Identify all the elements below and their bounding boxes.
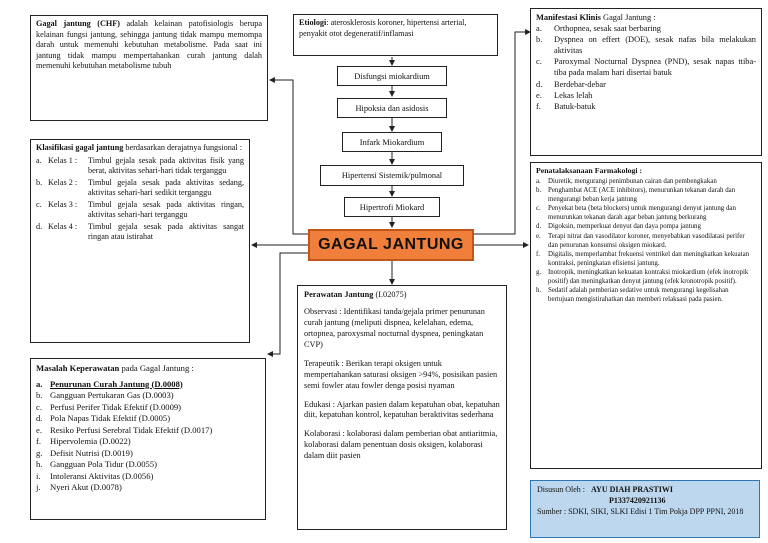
farmakologi-item-marker: h.: [536, 287, 542, 295]
etiologi-box: [293, 14, 498, 56]
farmakologi-item: [536, 251, 756, 268]
farmakologi-item-marker: c.: [536, 205, 541, 213]
masalah-subtitle: pada Gagal Jantung :: [121, 363, 194, 373]
klasifikasi-title: Klasifikasi gagal jantung: [36, 143, 124, 152]
farmakologi-item-text: Terapi nitrat dan vasodilator koroner, menyebabkan vasodilatasi perifer dan penurunan konsumsi oksigen miokard.: [548, 232, 745, 249]
perawatan-paragraph: Terapeutik : Berikan terapi oksigen untuk mempertahankan saturasi oksigen >94%, posisikan pasien semi fowler atau fowler denga posisi nyaman: [304, 358, 498, 390]
farmakologi-item-marker: b.: [536, 187, 542, 195]
manifestasi-item-marker: c.: [536, 57, 542, 67]
manifestasi-header: [536, 12, 756, 23]
masalah-item-text: Gangguan Pertukaran Gas (D.0003): [50, 390, 174, 401]
manifestasi-item-text: Batuk-batuk: [554, 101, 596, 111]
klasifikasi-item-marker: d.: [36, 221, 43, 231]
masalah-item-text: Resiko Perfusi Serebral Tidak Efektif (D.0017): [50, 424, 213, 435]
manifestasi-box: [530, 8, 762, 156]
masalah-item-text: Gangguan Pola Tidur (D.0055): [50, 459, 157, 470]
manifestasi-item: [536, 23, 756, 34]
perawatan-header: [304, 290, 500, 301]
masalah-item-text: Penurunan Curah Jantung (D.0008): [50, 378, 183, 389]
masalah-item: [36, 402, 260, 414]
klasifikasi-subtitle: berdasarkan derajatnya fungsional :: [125, 143, 243, 152]
masalah-item: [36, 436, 260, 448]
perawatan-list: [304, 307, 500, 462]
manifestasi-item-marker: e.: [536, 90, 542, 100]
masalah-item-text: Defisit Nutrisi (D.0019): [50, 447, 133, 458]
farmakologi-item: [536, 187, 756, 204]
masalah-item-marker: d.: [36, 413, 43, 424]
klasifikasi-list: [36, 156, 244, 243]
klasifikasi-item-kelas: Kelas 4 :: [48, 221, 78, 231]
manifestasi-item-text: Dyspnea on effert (DOE), sesak nafas bila melakukan aktivitas: [554, 35, 756, 56]
flow-step-1: Disfungsi miokardium: [337, 66, 447, 86]
author-nim-line: [537, 496, 753, 507]
farmakologi-item-text: Inotropik, meningkatkan kekuatan kontraksi miokardium (efek inotropik positif) dan meningkatkan denyut jantung (efek kronotropik positif).: [548, 269, 749, 285]
klasifikasi-item-kelas: Kelas 3 :: [48, 199, 78, 209]
masalah-item: [36, 413, 260, 425]
farmakologi-item: [536, 287, 756, 304]
perawatan-box: [297, 285, 507, 530]
manifestasi-item-text: Paroxymal Nocturnal Dyspnea (PND), sesak napas ttiba-tiba pada malam hari disertai batuk: [554, 57, 756, 78]
masalah-item-text: Intoleransi Aktivitas (D.0056): [50, 470, 154, 481]
farmakologi-item-text: Penghambat ACE (ACE inhibitors), menurunkan tekanan darah dan mengurangi beban kerja jantung: [548, 187, 736, 203]
manifestasi-item-marker: b.: [536, 35, 543, 45]
perawatan-title: Perawatan Jantung: [304, 290, 374, 299]
farmakologi-box: [530, 162, 762, 469]
masalah-item-marker: h.: [36, 459, 43, 470]
masalah-header: [36, 363, 260, 375]
farmakologi-title: Penatalaksanaan Farmakologi :: [536, 166, 643, 175]
klasifikasi-item: [36, 178, 244, 199]
manifestasi-item-marker: a.: [536, 24, 542, 34]
masalah-item: [36, 390, 260, 402]
farmakologi-header: [536, 166, 756, 177]
definition-text: adalah kelainan patofisiologis berupa kelainan fungsi jantung, sehingga jantung tidak mampu memompa darah untuk memenuhi kebutuhan metabolisme. Pada saat ini jantung tidak mampu mempertahankan curah jantung dalah memenuhi kebutuhan metabolisme tubuh: [36, 19, 263, 70]
definition-box: [30, 15, 268, 121]
masalah-item: [36, 448, 260, 460]
masalah-item-marker: g.: [36, 447, 43, 458]
definition-term: Gagal jantung (CHF): [36, 19, 120, 28]
author-label: Disusun Oleh :: [537, 485, 585, 494]
flow-step-5: Hipertrofi Miokard: [344, 197, 440, 217]
farmakologi-item-text: Sedatif adalah pemberian sedative untuk mengurangi kegelisahan bertujuan mengistirahatkan dan memberi relaksasi pada pasien.: [548, 287, 729, 303]
masalah-item-marker: f.: [36, 436, 42, 447]
farmakologi-item-marker: g.: [536, 269, 542, 277]
klasifikasi-item: [36, 222, 244, 243]
manifestasi-item: [536, 79, 756, 90]
manifestasi-item: [536, 90, 756, 101]
klasifikasi-item: [36, 156, 244, 177]
farmakologi-list: [536, 178, 756, 305]
farmakologi-item-text: Penyekat beta (beta blockers) untuk mengurangi denyut jantung dan menurunkan tekanan darah agar beban jantung berkurang: [548, 205, 736, 221]
masalah-item-text: Nyeri Akut (D.0078): [50, 482, 122, 493]
masalah-title: Masalah Keperawatan: [36, 363, 120, 373]
klasifikasi-item-marker: b.: [36, 177, 43, 187]
masalah-item-marker: j.: [36, 482, 41, 493]
manifestasi-subtitle: Gagal Jantung :: [603, 13, 656, 22]
author-box: [530, 480, 760, 538]
masalah-item: [36, 425, 260, 437]
masalah-item-text: Pola Napas Tidak Efektif (D.0005): [50, 413, 171, 424]
author-nim: P1337420921136: [609, 495, 666, 505]
klasifikasi-item-text: Timbul gejala sesak pada aktivitas ringan, aktivitas sehari-hari terganggu: [88, 199, 244, 219]
masalah-item: [36, 482, 260, 494]
flow-step-2: Hipoksia dan asidosis: [337, 98, 447, 118]
manifestasi-item: [536, 34, 756, 56]
masalah-item: [36, 379, 260, 391]
manifestasi-item-marker: d.: [536, 79, 543, 89]
masalah-box: [30, 358, 266, 520]
klasifikasi-item-kelas: Kelas 2 :: [48, 177, 78, 187]
masalah-item-text: Hipervolemia (D.0022): [50, 436, 131, 447]
author-source: Sumber : SDKI, SIKI, SLKI Edisi 1 Tim Pokja DPP PPNI, 2018: [537, 506, 744, 516]
masalah-item: [36, 459, 260, 471]
klasifikasi-item-text: Timbul gejala sesak pada aktivitas sangat ringan atau istirahat: [88, 221, 244, 241]
klasifikasi-item-marker: a.: [36, 155, 42, 165]
manifestasi-list: [536, 23, 756, 112]
klasifikasi-item-text: Timbul gejala sesak pada aktivitas sedang, aktivitas sehari-hari sedikit terganggu: [88, 177, 244, 197]
perawatan-code: (I.02075): [375, 290, 407, 299]
masalah-item-marker: b.: [36, 390, 43, 401]
manifestasi-title: Manifestasi Klinis: [536, 13, 601, 22]
klasifikasi-item: [36, 200, 244, 221]
manifestasi-item-text: Lekas lelah: [554, 90, 593, 100]
center-title: GAGAL JANTUNG: [308, 229, 474, 261]
manifestasi-item: [536, 56, 756, 78]
masalah-list: [36, 379, 260, 494]
arrow-to-definition: [270, 80, 308, 234]
klasifikasi-item-kelas: Kelas 1 :: [48, 155, 78, 165]
masalah-item-text: Perfusi Perifer Tidak Efektif (D.0009): [50, 401, 182, 412]
author-name: AYU DIAH PRASTIWI: [591, 485, 673, 494]
masalah-item-marker: a.: [36, 378, 43, 389]
perawatan-paragraph: Kolaborasi : kolaborasi dalam pemberian obat antiaritmia, kolaborasi dalam penentuan dosis oksigen, kolaborasi dalam diit pasien: [304, 429, 498, 461]
farmakologi-item: [536, 269, 756, 286]
perawatan-paragraph: Observasi : Identifikasi tanda/gejala primer penurunan curah jantung (meliputi dispnea, kelelahan, edema, ortopnea, paroxysmal nocturnal dyspnea, peningkatan CVP): [304, 306, 485, 349]
klasifikasi-box: [30, 139, 250, 343]
farmakologi-item-marker: d.: [536, 223, 542, 231]
klasifikasi-header: [36, 143, 244, 154]
masalah-item-marker: i.: [36, 470, 41, 481]
flow-step-4: Hipertensi Sistemik/pulmonal: [320, 165, 464, 186]
farmakologi-item: [536, 178, 756, 187]
etiologi-title: Etiologi: [299, 18, 327, 27]
farmakologi-item-marker: e.: [536, 232, 541, 240]
masalah-item-marker: e.: [36, 424, 42, 435]
perawatan-paragraph: Edukasi : Ajarkan pasien dalam kepatuhan obat, kepatuhan diit, kepatuhan kontrol, kepatuhan beraktivitas sederhana: [304, 399, 500, 420]
masalah-item: [36, 471, 260, 483]
author-line: [537, 485, 753, 496]
klasifikasi-item-marker: c.: [36, 199, 42, 209]
etiologi-text: : aterosklerosis koroner, hipertensi arterial, penyakit otot degeneratif/inflamasi: [299, 18, 467, 38]
farmakologi-item-marker: f.: [536, 251, 541, 259]
farmakologi-item-text: Digoksin, memperkuat denyut dan daya pompa jantung: [548, 223, 701, 231]
farmakologi-item-text: Digitalis, memperlambat frekuensi ventrikel dan meningkatkan kekuatan kontraksi, peningkatan efisiensi jantung.: [548, 251, 750, 267]
masalah-item-marker: c.: [36, 401, 42, 412]
farmakologi-item: [536, 205, 756, 222]
farmakologi-item-text: Diuretik, mengurangi penimbunan cairan dan pembengkakan: [548, 177, 717, 185]
manifestasi-item-marker: f.: [536, 101, 541, 111]
manifestasi-item: [536, 101, 756, 112]
farmakologi-item: [536, 223, 756, 232]
farmakologi-item-marker: a.: [536, 177, 541, 185]
arrow-to-manifestasi: [474, 32, 530, 234]
klasifikasi-item-text: Timbul gejala sesak pada aktivitas fisik yang berat, aktivitas sehari-hari tidak terganggu: [88, 155, 244, 175]
farmakologi-item: [536, 233, 756, 250]
manifestasi-item-text: Orthopnea, sesak saat berbaring: [554, 24, 661, 34]
manifestasi-item-text: Berdebar-debar: [554, 79, 606, 89]
flow-step-3: Infark Miokardium: [342, 132, 442, 152]
